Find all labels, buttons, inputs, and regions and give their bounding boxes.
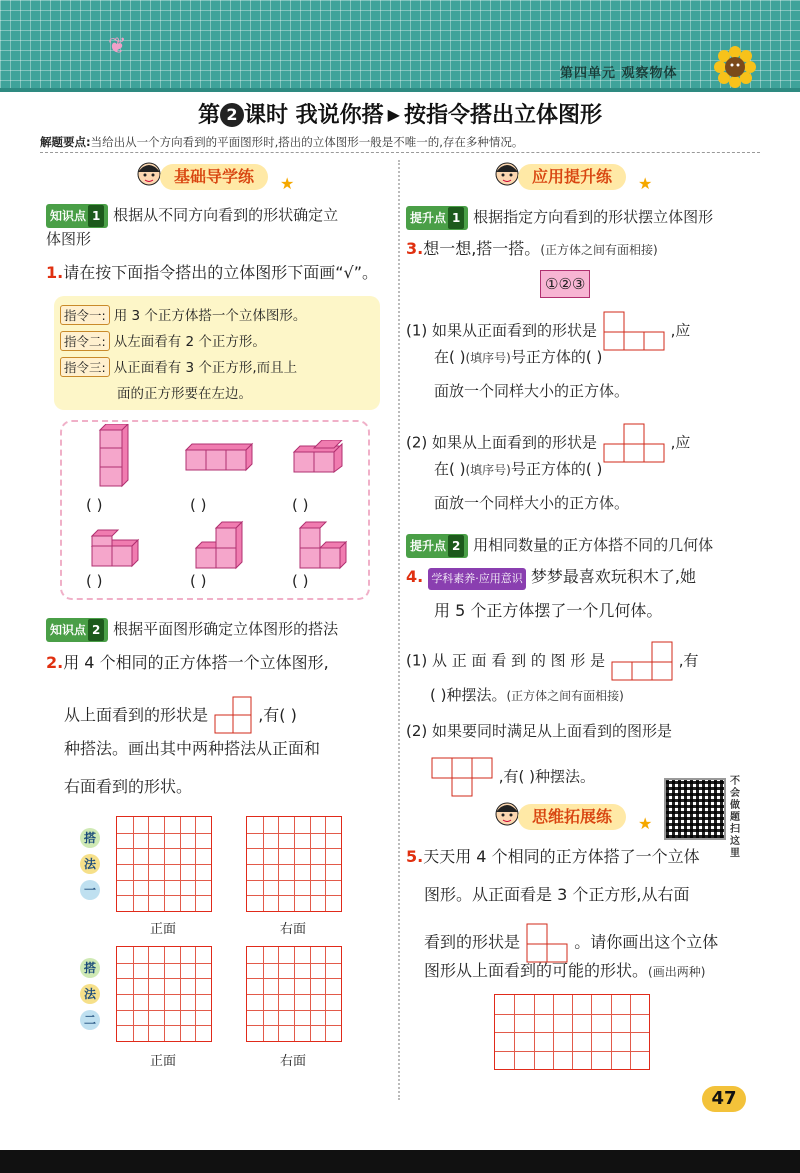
star-icon: ★ [638,174,653,193]
grid-line [247,833,341,834]
grid-line [247,994,341,995]
grid-line [247,978,341,979]
grid-line [495,1032,649,1033]
instruction-2: 指令二: 从左面看有 2 个正方形。 [60,330,266,351]
top-view-shape-q4 [430,756,494,798]
question-4: 4. 学科素养·应用意识 梦梦最喜欢玩积木了,她 [406,566,696,590]
instruction-3-cont: 面的正方形要在左边。 [117,386,252,402]
method-1-label: 搭 法 一 [80,828,102,906]
grid-line [495,1051,649,1052]
header-strip [0,88,800,92]
cube-figure-d [88,526,144,570]
grid-line [247,848,341,849]
grid-line [247,880,341,881]
improve-point-1: 提升点 1 根据指定方向看到的形状摆立体图形 [406,206,713,230]
question-2-line3: 种搭法。画出其中两种搭法从正面和 [64,739,321,758]
grid-line [117,880,211,881]
answer-paren-e[interactable]: ( ) [190,572,207,590]
butterfly-icon: ❦ [108,34,127,59]
grid-label-right-1: 右面 [280,922,307,937]
instruction-3: 指令三: 从正面看有 3 个正方形,而且上 [60,356,297,377]
answer-paren-d[interactable]: ( ) [86,572,103,590]
top-view-shape-2 [602,422,666,464]
grid-label-front-2: 正面 [150,1054,177,1069]
front-view-shape-q4 [610,640,674,682]
front-view-shape [602,310,666,352]
question-3-part1: (1) 如果从正面看到的形状是 ,应 [406,310,690,352]
grid-line [117,864,211,865]
question-3: 3.想一想,搭一搭。(正方体之间有面相接) [406,239,658,258]
grid-line [247,864,341,865]
question-2-line4: 右面看到的形状。 [64,777,193,796]
grid-label-front-1: 正面 [150,922,177,937]
grid-line [247,1025,341,1026]
unit-tag: 第四单元 观察物体 [560,66,678,81]
question-5-line3: 看到的形状是 。请你画出这个立体 [424,922,718,964]
solving-tip: 解题要点:当给出从一个方向看到的平面图形时,搭出的立体图形一般是不唯一的,存在多种情况。 [40,135,524,149]
grid-line [117,978,211,979]
question-4-part2: (2) 如果要同时满足从上面看到的图形是 [406,722,673,740]
right-view-shape [525,922,569,964]
question-2-line2: 从上面看到的形状是 ,有( ) [64,696,297,736]
qr-hint: 不会做题扫这里 [730,776,740,859]
grid-line [495,1014,649,1015]
question-4-line2: 用 5 个正方体摆了一个几何体。 [434,601,663,620]
bottom-bar [0,1150,800,1173]
grid-line [117,833,211,834]
question-4-part1-line2: ( )种摆法。(正方体之间有面相接) [430,686,624,704]
grid-label-right-2: 右面 [280,1054,307,1069]
question-5: 5.天天用 4 个相同的正方体搭了一个立体 [406,847,700,866]
answer-paren-a[interactable]: ( ) [86,496,103,514]
question-3-part1-line3: 面放一个同样大小的正方体。 [434,382,630,400]
drawing-grid-2-front[interactable] [116,946,212,1042]
drawing-grid-q5[interactable] [494,994,650,1070]
cube-figure-c [290,440,350,476]
question-1: 1.请在按下面指令搭出的立体图形下面画“√”。 [46,263,378,282]
question-4-part1: (1) 从 正 面 看 到 的 图 形 是 ,有 [406,640,699,682]
page-number: 47 [702,1086,746,1112]
cube-figure-b [182,442,254,474]
knowledge-point-1: 知识点 1 根据从不同方向看到的形状确定立 [46,204,338,228]
star-icon: ★ [280,174,295,193]
grid-line [247,1010,341,1011]
column-divider [398,160,400,1100]
page-title: 第 2 课时 我说你搭 ▶ 按指令搭出立体图形 [197,103,602,128]
question-3-part2-line2: 在( )(填序号)号正方体的( ) [434,460,603,478]
question-5-line2: 图形。从正面看是 3 个正方形,从右面 [424,885,690,904]
answer-paren-c[interactable]: ( ) [292,496,309,514]
question-3-part1-line2: 在( )(填序号)号正方体的( ) [434,348,603,366]
knowledge-point-1-cont: 体图形 [46,230,92,248]
answer-paren-f[interactable]: ( ) [292,572,309,590]
grid-line [117,994,211,995]
drawing-grid-1-front[interactable] [116,816,212,912]
question-5-line4: 图形从上面看到的可能的形状。(画出两种) [424,961,706,980]
qr-code[interactable] [664,778,726,840]
sunflower-icon [712,44,758,90]
cube-figure-f [296,520,348,572]
grid-line [117,895,211,896]
question-3-part2: (2) 如果从上面看到的形状是 ,应 [406,422,690,464]
instruction-1: 指令一: 用 3 个正方体搭一个立体图形。 [60,304,306,325]
method-2-label: 搭 法 二 [80,958,102,1036]
question-3-part2-line3: 面放一个同样大小的正方体。 [434,494,630,512]
cube-figure-e [192,520,244,572]
grid-line [117,1025,211,1026]
question-4-part2-line2: ,有( )种摆法。 [430,756,595,798]
grid-line [117,963,211,964]
top-view-shape [213,696,253,736]
improve-point-2: 提升点 2 用相同数量的正方体搭不同的几何体 [406,534,713,558]
drawing-grid-2-right[interactable] [246,946,342,1042]
drawing-grid-1-right[interactable] [246,816,342,912]
knowledge-point-2: 知识点 2 根据平面图形确定立体图形的搭法 [46,618,338,642]
star-icon: ★ [638,814,653,833]
grid-line [117,1010,211,1011]
grid-line [247,963,341,964]
answer-paren-b[interactable]: ( ) [190,496,207,514]
tip-divider [40,152,760,153]
grid-line [117,848,211,849]
cube-figure-a [96,424,132,490]
grid-line [247,895,341,896]
question-2: 2.用 4 个相同的正方体搭一个立体图形, [46,653,329,672]
numbered-cubes: ①②③ [540,270,590,298]
